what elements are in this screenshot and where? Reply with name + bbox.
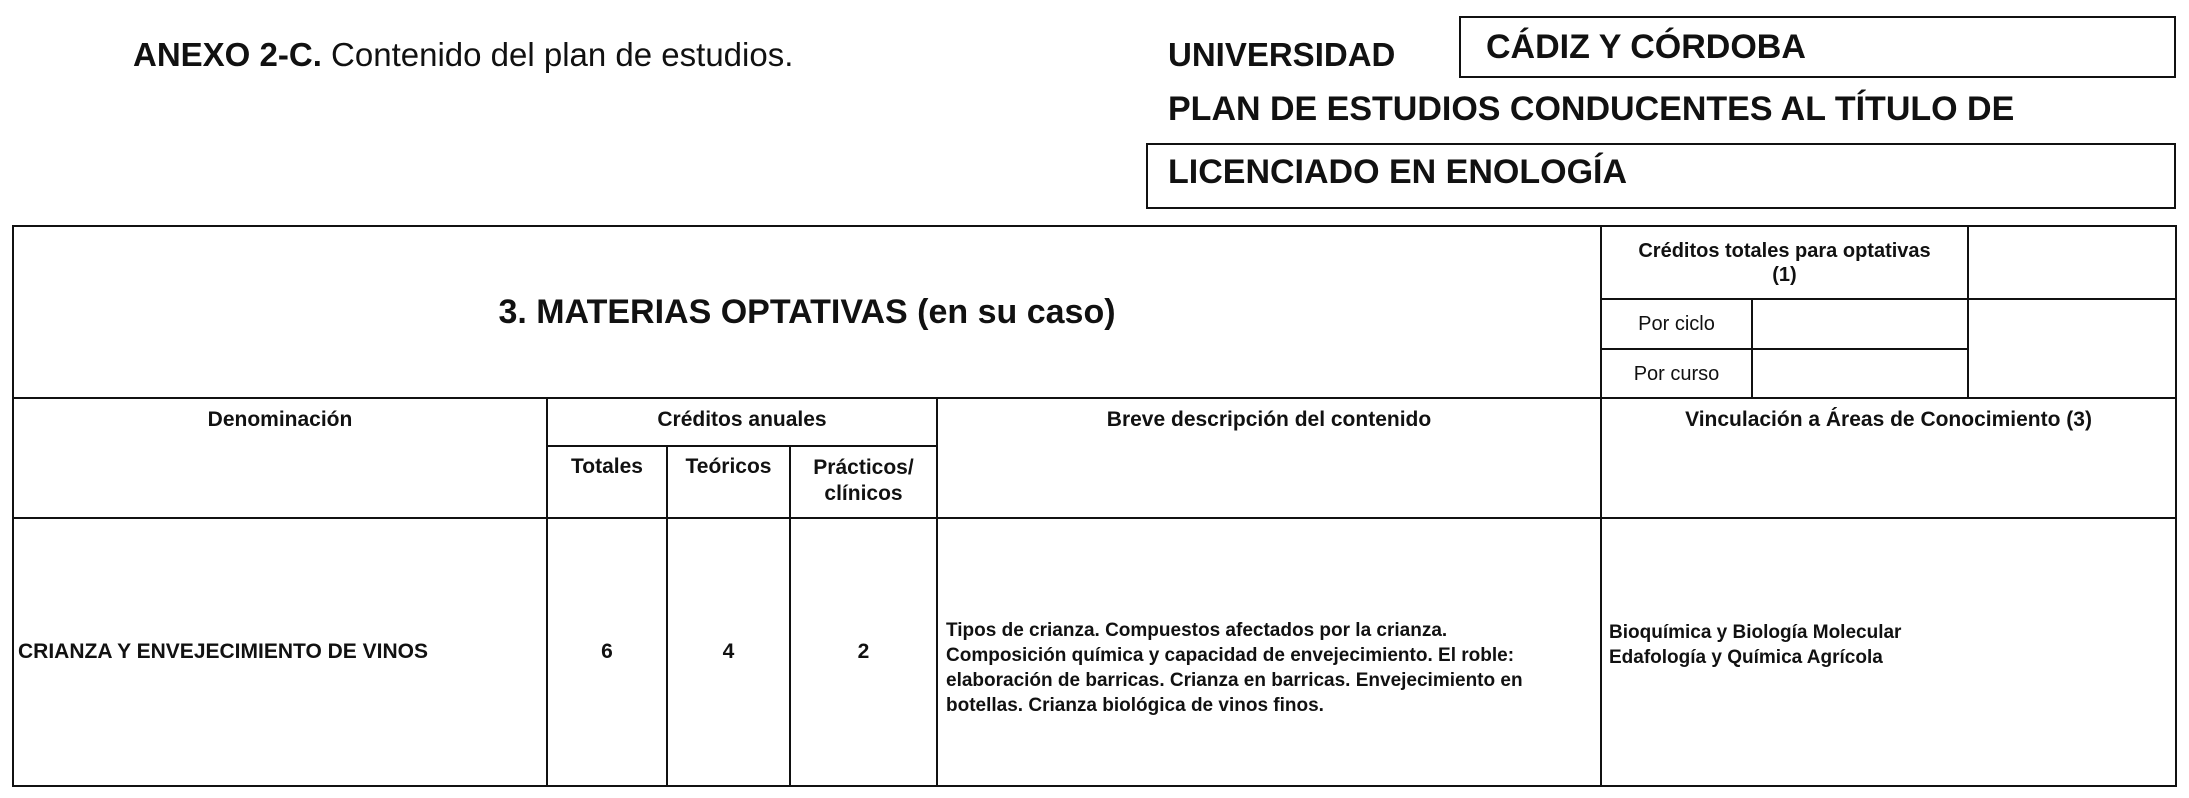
credits-practicos: 2 — [857, 640, 870, 663]
por-ciclo-value — [1753, 300, 1967, 348]
por-curso-value — [1753, 350, 1967, 397]
por-curso-label: Por curso — [1633, 362, 1720, 385]
line-title-bottom — [12, 397, 2177, 399]
subject-name: CRIANZA Y ENVEJECIMIENTO DE VINOS — [18, 640, 428, 663]
col-vinculacion: Vinculación a Áreas de Conocimiento (3) — [1685, 408, 2092, 431]
col-creditos-anuales: Créditos anuales — [657, 408, 827, 431]
por-ciclo-label: Por ciclo — [1638, 313, 1715, 335]
credits-totales: 6 — [601, 640, 613, 663]
col-descripcion: Breve descripción del contenido — [1106, 408, 1432, 431]
table-border-bottom — [12, 785, 2177, 787]
col-totales: Totales — [571, 455, 643, 478]
annex-label: ANEXO 2-C. — [133, 36, 322, 73]
plan-title: PLAN DE ESTUDIOS CONDUCENTES AL TÍTULO DE — [1168, 90, 2015, 128]
col-practicos: Prácticos/ clínicos — [813, 456, 914, 505]
credits-total-label: Créditos totales para optativas (1) — [1638, 240, 1931, 286]
subject-description: Tipos de crianza. Compuestos afectados por la crianza. Composición química y capacidad de envejecimiento. El roble: elaboración de barricas. Crianza en barricas. Envejecimiento en botellas. Crianza biológica de vinos finos. — [946, 620, 1523, 716]
university-name: CÁDIZ Y CÓRDOBA — [1486, 28, 1806, 66]
line-creditos-anuales-bottom — [547, 445, 937, 447]
col-teoricos: Teóricos — [685, 455, 772, 478]
line-practicos-right — [936, 397, 938, 787]
knowledge-areas: Bioquímica y Biología Molecular Edafología y Química Agrícola — [1609, 622, 1902, 668]
annex-description: Contenido del plan de estudios. — [321, 36, 794, 73]
section-title: 3. MATERIAS OPTATIVAS (en su caso) — [498, 292, 1116, 331]
table-border-right — [2175, 225, 2177, 787]
university-label: UNIVERSIDAD — [1168, 36, 1396, 73]
degree-name: LICENCIADO EN ENOLOGÍA — [1168, 153, 1628, 191]
credits-total-value — [1969, 227, 2175, 397]
col-denominacion: Denominación — [207, 408, 353, 431]
credits-teoricos: 4 — [722, 640, 735, 663]
